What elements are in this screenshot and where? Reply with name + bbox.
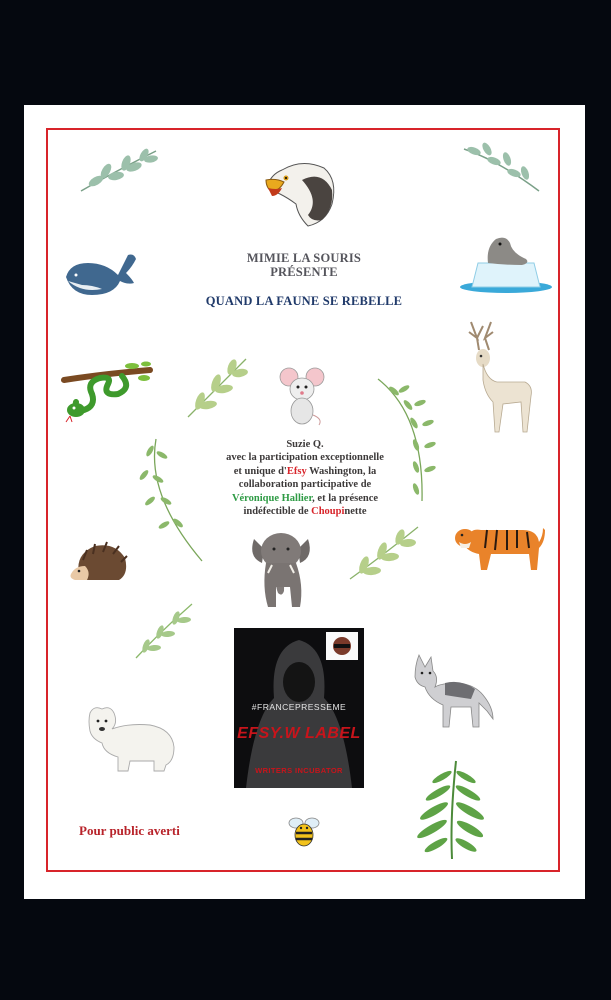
whale-icon bbox=[62, 245, 138, 297]
label-image bbox=[234, 628, 364, 788]
deer-icon bbox=[457, 320, 537, 435]
book-title: QUAND LA FAUNE SE REBELLE bbox=[205, 294, 403, 308]
credits-text: et unique d' bbox=[233, 465, 287, 477]
snake-icon bbox=[62, 358, 154, 426]
credits-line bbox=[189, 492, 421, 505]
credits-line bbox=[189, 505, 421, 518]
leaf-branch-icon bbox=[76, 141, 166, 201]
book-cover bbox=[24, 105, 585, 899]
fern-icon bbox=[412, 757, 486, 861]
presenter-block bbox=[174, 251, 434, 279]
leaf-branch-icon bbox=[132, 600, 196, 660]
credits-text: indéfectible de bbox=[243, 506, 312, 518]
label-subtitle: WRITERS INCUBATOR bbox=[255, 766, 343, 775]
credits-text: , et la présence bbox=[312, 492, 379, 504]
credits-line: collaboration participative de bbox=[238, 479, 372, 491]
audience-note: Pour public averti bbox=[79, 823, 180, 838]
label-tag: #FRANCEPRESSEME bbox=[251, 702, 347, 712]
label-name: EFSY.W LABEL bbox=[237, 725, 361, 742]
leaf-branch-icon bbox=[182, 353, 252, 423]
veronique-name: Véronique Hallier bbox=[231, 492, 313, 504]
choupi-name: Choupi bbox=[311, 506, 345, 518]
credits-line: avec la participation exceptionnelle bbox=[226, 452, 384, 464]
elephant-icon bbox=[246, 527, 316, 609]
seal-icon bbox=[456, 233, 556, 295]
hedgehog-icon bbox=[69, 540, 129, 584]
bee-icon bbox=[286, 813, 322, 849]
polar-bear-icon bbox=[84, 703, 176, 773]
eagle-icon bbox=[262, 160, 338, 228]
tiger-icon bbox=[451, 518, 545, 573]
wolf-icon bbox=[409, 653, 495, 729]
mouse-icon bbox=[279, 365, 325, 427]
presenter-verb: PRÉSENTE bbox=[270, 265, 338, 279]
efsy-name: Efsy bbox=[286, 465, 307, 477]
credits-line bbox=[189, 465, 421, 478]
author-name: Suzie Q. bbox=[286, 439, 324, 450]
leaf-branch-icon bbox=[459, 141, 544, 196]
credits-text: nette bbox=[344, 506, 367, 518]
credits-text: Washington, la bbox=[306, 465, 377, 477]
credits-block bbox=[189, 438, 421, 518]
presenter-name: MIMIE LA SOURIS bbox=[246, 251, 362, 265]
leaf-branch-icon bbox=[346, 523, 422, 583]
